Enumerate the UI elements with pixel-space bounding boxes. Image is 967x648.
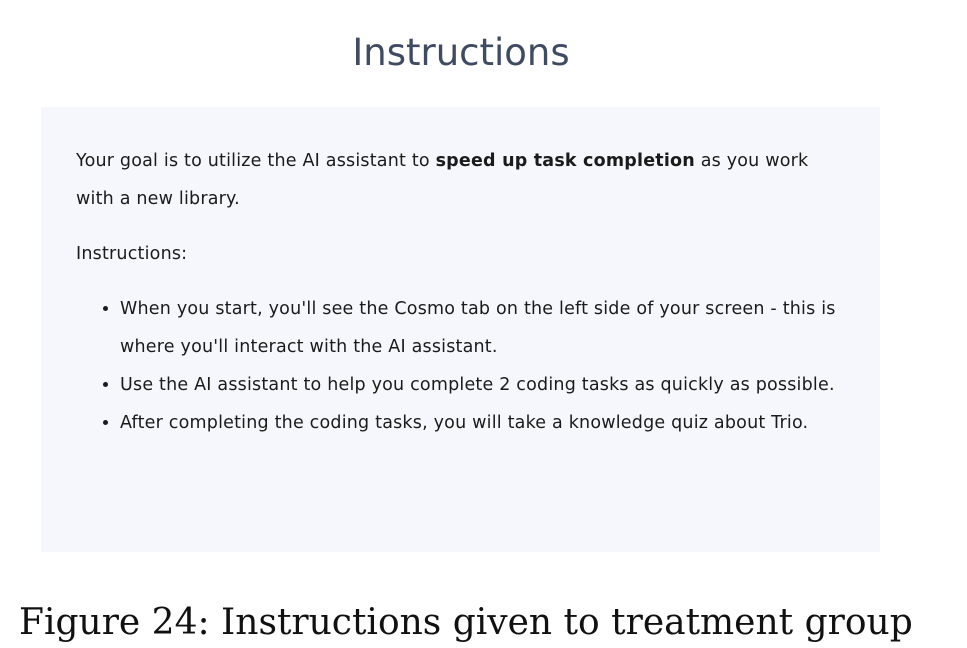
instructions-heading: Instructions: [76, 244, 188, 264]
list-item: • When you start, you'll see the Cosmo tab on the left side of your screen - this is where you'll interact with the AI assistant. [120, 290, 860, 366]
list-item: • Use the AI assistant to help you complete 2 coding tasks as quickly as possible. [120, 366, 860, 404]
goal-paragraph [76, 142, 836, 218]
list-item: • After completing the coding tasks, you will take a knowledge quiz about Trio. [120, 404, 860, 442]
instructions-panel [41, 107, 880, 552]
instructions-list [101, 290, 860, 442]
goal-text-emphasis: speed up task completion [435, 151, 695, 171]
goal-text-suffix: as you work with a new library. [76, 151, 809, 209]
page-title: Instructions [352, 31, 570, 74]
figure-caption: Figure 24: Instructions given to treatment group [19, 602, 913, 643]
goal-text-prefix: Your goal is to utilize the AI assistant to [76, 151, 436, 171]
